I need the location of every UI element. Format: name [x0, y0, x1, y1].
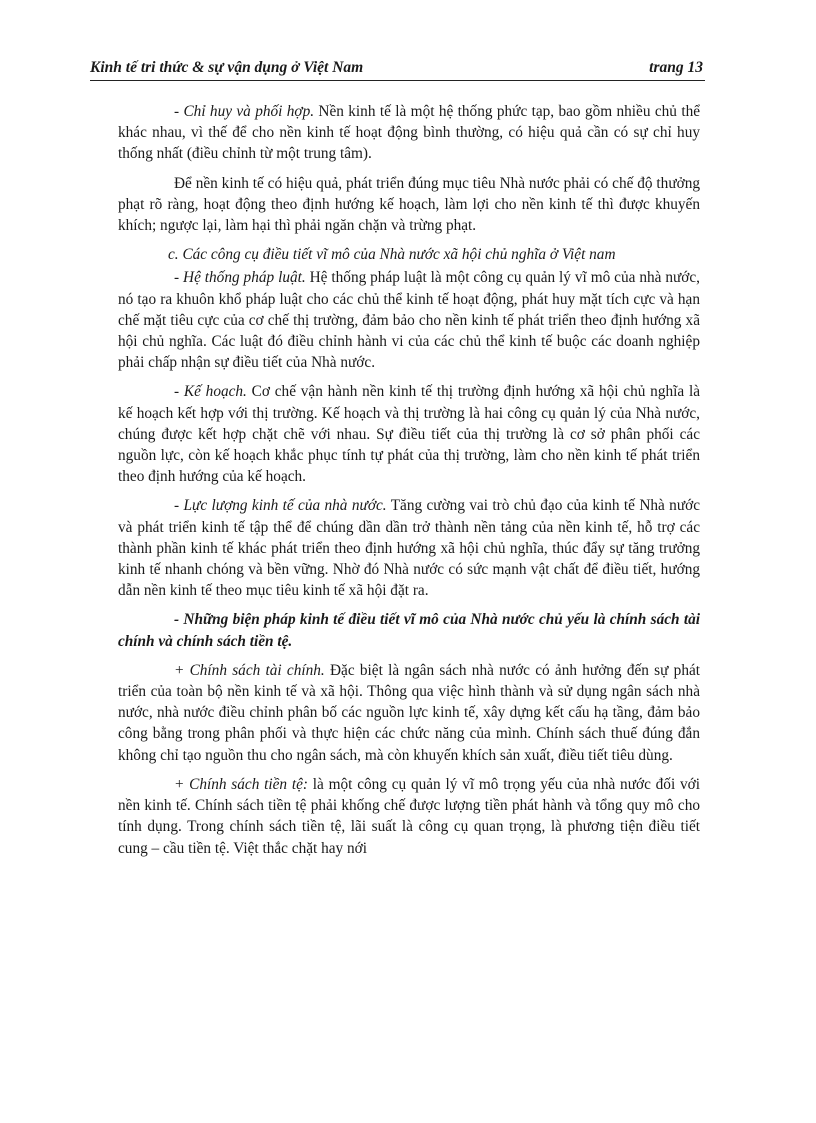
paragraph-text: Nền kinh tế là một hệ thống phức tạp, bao gồm nhiều chủ thể khác nhau, vì thế để cho nền kinh tế hoạt động bình thường, có hiệu quả cần có sự chỉ huy thống nhất (điều chỉnh từ một trung tâm). — [118, 103, 701, 163]
body-text — [118, 101, 700, 867]
paragraph-text: Tăng cường vai trò chủ đạo của kinh tế Nhà nước và phát triển kinh tế tập thể để chúng dần dần trở thành nền tảng của nền kinh tế, hỗ trợ các thành phần kinh tế khác phát triển theo định hướng xã hội chủ nghĩa, thúc đẩy sự tăng trưởng kinh tế nhanh chóng và bền vững. Nhờ đó Nhà nước có sức mạnh vật chất để điều tiết, hướng dẫn nền kinh tế theo mục tiêu kinh tế xã hội đặt ra. — [118, 497, 700, 600]
paragraph-term: - Kế hoạch. — [174, 383, 247, 401]
bold-statement: - Những biện pháp kinh tế điều tiết vĩ mô của Nhà nước chủ yếu là chính sách tài chính và chính sách tiền tệ. — [118, 611, 700, 650]
paragraph — [118, 495, 700, 601]
paragraph-text: Để nền kinh tế có hiệu quả, phát triển đúng mục tiêu Nhà nước phải có chế độ thưởng phạt rõ ràng, hoạt động theo định hướng kế hoạch, làm lợi cho nền kinh tế thì được khuyến khích; ngược lại, làm hại thì phải ngăn chặn và trừng phạt. — [118, 174, 700, 235]
paragraph-text: Hệ thống pháp luật là một công cụ quản lý vĩ mô của nhà nước, nó tạo ra khuôn khổ pháp luật cho các chủ thể kinh tế hoạt động, phát huy mặt tích cực và hạn chế mặt tiêu cực của cơ chế thị trường, đảm bảo cho nền kinh tế phát triển theo định hướng xã hội chủ nghĩa. Các luật đó điều chỉnh hành vi của các chủ thể kinh tế buộc các doanh nghiệp phải chấp nhận sự điều tiết của Nhà nước. — [118, 269, 700, 372]
paragraph — [118, 267, 700, 373]
paragraph — [118, 381, 700, 487]
paragraph — [118, 173, 700, 237]
header-title: Kinh tế tri thức & sự vận dụng ở Việt Nam — [90, 59, 364, 76]
paragraph-text: là một công cụ quản lý vĩ mô trọng yếu của nhà nước đối với nền kinh tế. Chính sách tiền tệ phải khống chế được lượng tiền phát hành và tổng quy mô cho tính dụng. Trong chính sách tiền tệ, lãi suất là công cụ quan trọng, là phương tiện điều tiết cung – cầu tiền tệ. Việt thắc chặt hay nới — [118, 775, 700, 857]
page-number: trang 13 — [649, 59, 703, 76]
paragraph-term: - Lực lượng kinh tế của nhà nước. — [174, 497, 387, 515]
paragraph — [118, 101, 700, 165]
paragraph — [118, 660, 700, 766]
paragraph-term: + Chính sách tiền tệ: — [174, 775, 308, 793]
paragraph-text: Cơ chế vận hành nền kinh tế thị trường định hướng xã hội chủ nghĩa là kế hoạch kết hợp với thị trường. Kế hoạch và thị trường là hai công cụ quản lý của Nhà nước, chúng được kết hợp chặt chẽ với nhau. Sự điều tiết của thị trường là cơ sở phân phối các nguồn lực, còn kế hoạch khắc phục tính tự phát của thị trường, làm cho nền kinh tế phát triển theo định hướng của kế hoạch. — [118, 383, 700, 486]
paragraph-term: - Chỉ huy và phối hợp. — [174, 103, 315, 120]
paragraph-term: + Chính sách tài chính. — [174, 661, 325, 679]
page-header — [90, 58, 705, 81]
paragraph-term: - Hệ thống pháp luật. — [174, 269, 306, 287]
paragraph — [118, 774, 700, 859]
paragraph-text: Đặc biệt là ngân sách nhà nước có ảnh hưởng đến sự phát triển của toàn bộ nền kinh tế và xã hội. Thông qua việc hình thành và sử dụng ngân sách nhà nước, nhà nước điều chỉnh phân bố các nguồn lực kinh tế, xây dựng kết cấu hạ tầng, đảm bảo công bằng trong phân phối và thực hiện các chức năng của mình. Chính sách thuế đúng đắn không chỉ tạo nguồn thu cho ngân sách, mà còn khuyến khích sản xuất, điều tiết tiêu dùng. — [118, 661, 701, 764]
section-heading: c. Các công cụ điều tiết vĩ mô của Nhà nước xã hội chủ nghĩa ở Việt nam — [168, 246, 616, 264]
